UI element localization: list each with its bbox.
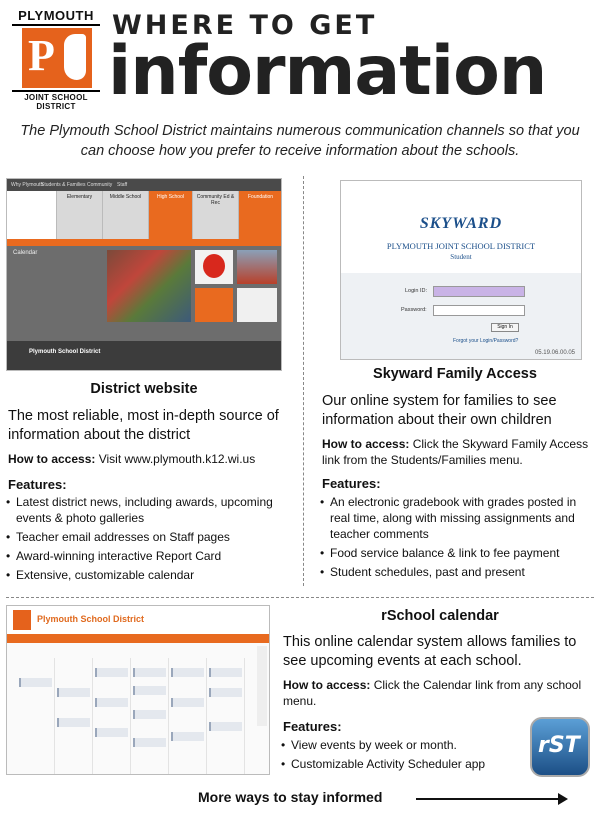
list-item: • Student schedules, past and present [320,564,596,580]
site-footer-name: Plymouth School District [29,349,101,355]
rschool-logo-icon [13,610,31,630]
rschool-features-heading: Features: [283,719,342,734]
skyward-district: PLYMOUTH JOINT SCHOOL DISTRICT [386,241,536,251]
district-features-heading: Features: [8,477,67,492]
site-thumb [237,250,277,284]
site-nav-bar [7,179,281,191]
site-tile: Elementary [57,191,103,239]
skyward-forgot-link: Forgot your Login/Password? [453,338,519,344]
how-text: Click the Calendar link from any school menu. [283,678,582,708]
rschool-calendar-grid [17,658,257,775]
district-features-list [6,494,298,586]
how-text: Visit www.plymouth.k12.wi.us [98,452,256,466]
skyward-features-heading: Features: [322,476,381,491]
site-body [7,246,281,341]
how-label: How to access: [283,678,371,692]
list-item: • Teacher email addresses on Staff pages [6,529,298,545]
site-nav-item: Community [87,182,113,188]
site-nav-item: Students & Families [41,182,86,188]
skyward-signin-button: Sign In [491,323,519,332]
more-ways-text: More ways to stay informed [198,789,383,805]
list-item: • Customizable Activity Scheduler app [281,756,526,772]
skyward-password-input [433,305,525,316]
rschool-lead: This online calendar system allows families to see upcoming events at each school. [283,634,577,669]
list-item: • Latest district news, including awards, upcoming events & photo galleries [6,494,298,526]
site-nav-item: Why Plymouth [11,182,44,188]
site-tile: Community Ed & Rec [193,191,239,239]
arrow-right-icon [416,798,566,800]
site-thumb [195,250,233,284]
page-header [0,0,600,112]
site-orange-strip [7,239,281,246]
list-item: • Food service balance & link to fee payment [320,545,596,561]
district-how-to-access [8,451,298,467]
site-nav-item: Staff [117,182,128,188]
skyward-password-label: Password: [401,307,427,313]
rschool-screenshot [6,605,270,775]
site-thumb [195,288,233,322]
site-thumb [237,288,277,322]
site-footer [7,341,281,371]
site-tile: Foundation [239,191,282,239]
skyward-portal: Student [450,253,472,261]
rschool-site-title: Plymouth School District [37,614,145,624]
rschool-side-toolbar [257,646,267,726]
skyward-header [341,181,581,273]
skyward-title: Skyward Family Access [373,366,537,382]
skyward-brand: SKYWARD [419,215,503,232]
rschool-header [7,606,269,634]
list-item: • View events by week or month. [281,737,526,753]
district-website-title: District website [90,381,198,397]
rschool-nav [7,634,269,643]
rschool-app-icon [530,717,590,777]
district-logo [12,8,100,111]
skyward-version: 05.19.06.00.05 [534,350,575,356]
district-website-lead: The most reliable, most in-depth source of information about the district [8,408,279,443]
skyward-lead: Our online system for families to see information about their own children [322,393,557,428]
skyward-login-label: Login ID: [405,288,428,294]
site-feature-photo [107,250,191,322]
site-tile: High School [149,191,193,239]
rschool-app-icon-label: rST [538,733,580,758]
rschool-features-list [281,737,526,775]
site-logo-tile [7,191,57,239]
logo-mark-icon: P [22,28,92,88]
skyward-how-to-access [322,436,592,468]
logo-top-text: PLYMOUTH [12,8,100,26]
site-calendar-label: Calendar [13,250,38,256]
district-website-screenshot [6,178,282,371]
rschool-how-to-access [283,677,593,709]
title-line-2: information [108,32,547,111]
skyward-screenshot [340,180,582,360]
horizontal-divider [6,597,594,598]
site-tile: Middle School [103,191,149,239]
vertical-divider [303,176,304,586]
title-line-1: WHERE TO GET [112,10,378,41]
list-item: • Award-winning interactive Report Card [6,548,298,564]
how-text: Click the Skyward Family Access link from the Students/Families menu. [322,437,589,467]
skyward-features-list [320,494,596,583]
intro-paragraph: The Plymouth School District maintains numerous communication channels so that you can choose how you prefer to receive information about the schools. [20,123,580,159]
how-label: How to access: [8,452,96,466]
list-item: • Extensive, customizable calendar [6,567,298,583]
logo-bottom-text: JOINT SCHOOL DISTRICT [12,90,100,111]
skyward-login-input [433,286,525,297]
rschool-title: rSchool calendar [381,608,499,624]
list-item: • An electronic gradebook with grades posted in real time, along with missing assignments and teacher comments [320,494,596,542]
how-label: How to access: [322,437,410,451]
site-school-tiles [7,191,281,239]
